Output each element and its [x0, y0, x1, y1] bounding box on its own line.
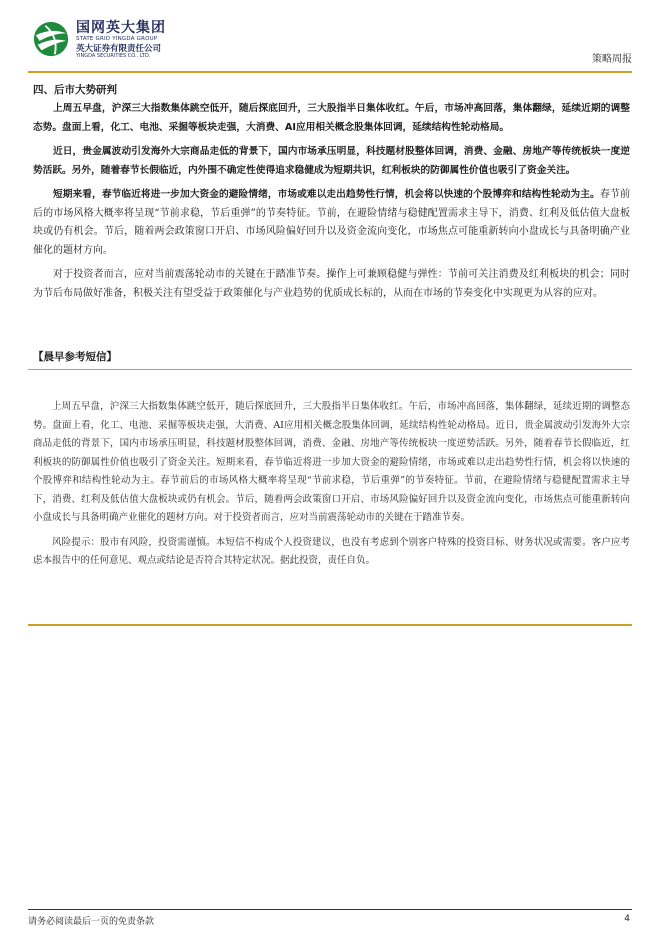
outlook-paragraph	[33, 100, 630, 137]
outlook-paragraph	[33, 186, 630, 260]
footer-disclaimer: 请务必阅读最后一页的免责条款	[28, 917, 155, 927]
outlook-bold-text: 短期来看，春节临近将进一步加大资金的避险情绪，市场或难以走出趋势性行情，机会将以快速的个股博弈和结构性轮动为主。	[53, 189, 600, 200]
company-logo-text	[76, 21, 166, 59]
outlook-text: 对于投资者而言，应对当前震荡轮动市的关键在于踏准节奏。操作上可兼顾稳健与弹性：节前可关注消费及红利板块的机会；同时为节后布局做好准备，积极关注有望受益于政策催化与产业趋势的优质成长标的，从而在市场的节奏变化中实现更为从容的应对。	[33, 269, 630, 299]
company-name-cn: 国网英大集团	[76, 20, 166, 36]
market-outlook-body	[33, 100, 630, 309]
outlook-paragraph	[33, 143, 630, 180]
outlook-bold-text: 近日，贵金属波动引发海外大宗商品走低的背景下，国内市场承压明显，科技题材股整体回调，消费、金融、房地产等传统板块一度逆势活跃。另外，随着春节长假临近，内外围不确定性使得追求稳健成为短期共识，红利板块的防御属性价值也吸引了资金关注。	[33, 146, 630, 176]
page-header	[28, 18, 632, 68]
section-title: 四、后市大势研判	[33, 84, 117, 96]
report-type: 策略周报	[592, 54, 632, 65]
subsidiary-name-en: YINGDA SECURITIES CO., LTD.	[76, 53, 151, 59]
header-divider	[28, 71, 632, 73]
outlook-text: 春节前后的市场风格大概率将呈现“节前求稳，节后重弹”的节奏特征。节前，在避险情绪与稳健配置需求主导下，消费、红利及低估值大盘板块或仍有机会。节后，随着两会政策窗口开启、市场风险偏好回升以及资金流向变化，市场焦点可能重新转向小盘成长与具备明确产业催化的题材方向。	[33, 189, 630, 256]
page-number: 4	[624, 914, 630, 924]
bottom-divider	[28, 624, 632, 626]
morning-sms-body	[33, 398, 630, 577]
footer-divider	[28, 909, 632, 910]
section-divider	[28, 369, 632, 370]
globe-logo-icon	[32, 20, 70, 58]
risk-warning: 风险提示：股市有风险，投资需谨慎。本短信不构成个人投资建议，也没有考虑到个别客户特殊的投资目标、财务状况或需要。客户应考虑本报告中的任何意见、观点或结论是否符合其特定状况。据此投资，责任自负。	[33, 536, 630, 566]
subsidiary-name-cn: 英大证券有限责任公司	[76, 43, 162, 54]
sms-paragraph: 上周五早盘，沪深三大指数集体跳空低开，随后探底回升，三大股指半日集体收红。午后，市场冲高回落，集体翻绿，延续近期的调整态势。盘面上看，化工、电池、采掘等板块走强，大消费、AI应用相关概念股集体回调，延续结构性轮动格局。近日，贵金属波动引发海外大宗商品走低的背景下，国内市场承压明显，科技题材股整体回调，消费、金融、房地产等传统板块一度逆势活跃。另外，随着春节长假临近，红利板块的防御属性价值也吸引了资金关注。短期来看，春节临近将进一步加大资金的避险情绪，市场或难以走出趋势性行情，机会将以快速的个股博弈和结构性轮动为主。春节前后的市场风格大概率将呈现“节前求稳，节后重弹”的节奏特征。节前，在避险情绪与稳健配置需求主导下，消费、红利及低估值大盘板块或仍有机会。节后，随着两会政策窗口开启、市场风险偏好回升以及资金流向变化，市场焦点可能重新转向小盘成长与具备明确产业催化的题材方向。对于投资者而言，应对当前震荡轮动市的关键在于踏准节奏。	[33, 401, 630, 523]
company-name-en: STATE GRID YINGDA GROUP	[76, 36, 158, 42]
outlook-bold-text: 上周五早盘，沪深三大指数集体跳空低开，随后探底回升，三大股指半日集体收红。午后，市场冲高回落，集体翻绿，延续近期的调整态势。盘面上看，化工、电池、采掘等板块走强，大消费、AI应用相关概念股集体回调，延续结构性轮动格局。	[33, 103, 630, 133]
morning-sms-title: 【晨早参考短信】	[33, 351, 117, 363]
outlook-paragraph	[33, 266, 630, 303]
